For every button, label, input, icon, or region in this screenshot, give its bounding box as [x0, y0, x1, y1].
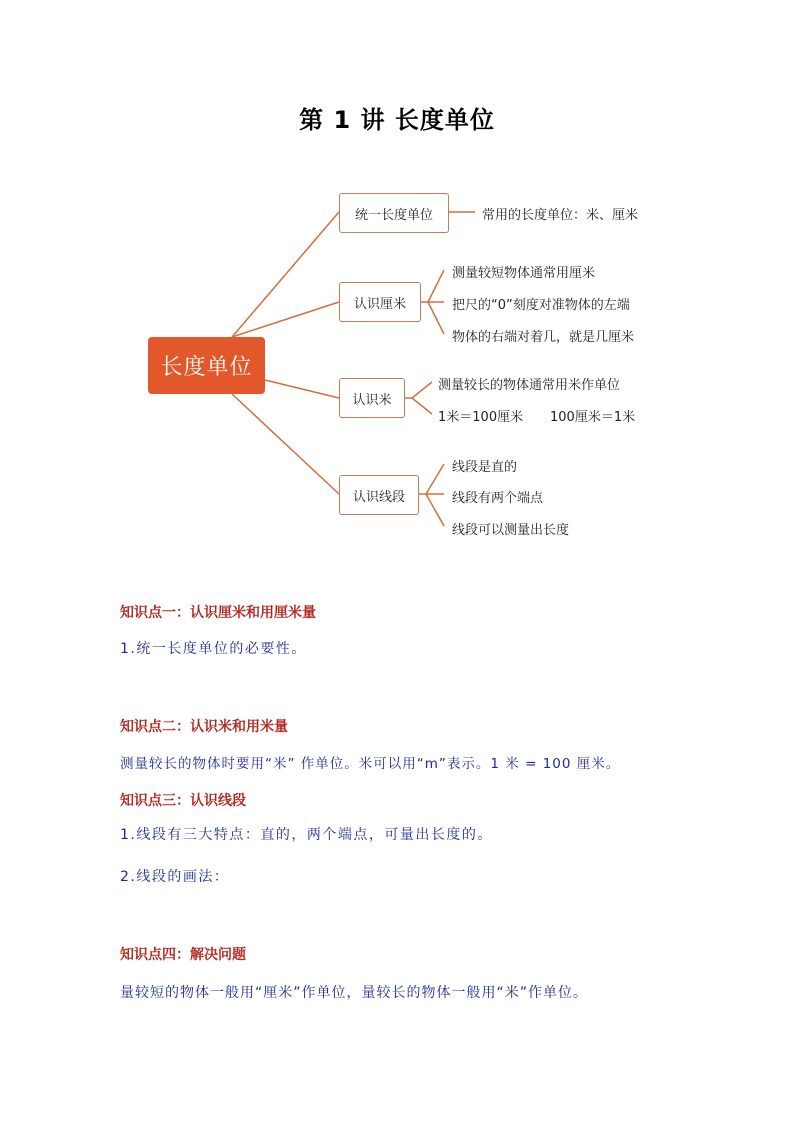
- section-body-line: 2.线段的画法：: [120, 869, 230, 885]
- connector-root-branch-4: [232, 394, 339, 494]
- connector-root-branch-2: [232, 302, 339, 337]
- connector-branch-4-leaf-1: [426, 464, 444, 494]
- mindmap-leaf: 1米＝100厘米: [438, 410, 524, 425]
- connector-branch-2-leaf-3: [428, 302, 444, 334]
- mindmap-leaf: 线段可以测量出长度: [452, 523, 570, 538]
- section-body-line: 量较短的物体一般用“厘米”作单位，量较长的物体一般用“米”作单位。: [120, 985, 589, 1001]
- mindmap-leaf: 100厘米＝1米: [550, 410, 636, 425]
- connector-branch-3-leaf-2: [412, 398, 432, 414]
- mindmap-leaf: 常用的长度单位：米、厘米: [482, 208, 639, 223]
- mindmap-branch-2: 认识厘米: [339, 282, 421, 322]
- mindmap-leaf: 测量较长的物体通常用米作单位: [438, 378, 621, 393]
- mindmap-leaf: 线段是直的: [452, 460, 518, 475]
- mindmap-root-node: 长度单位: [148, 337, 265, 394]
- connector-branch-2-leaf-1: [428, 270, 444, 302]
- connector-root-branch-3: [265, 380, 339, 398]
- section-title: 知识点二：认识米和用米量: [120, 719, 288, 735]
- connector-root-branch-1: [232, 212, 339, 337]
- page-title: 第 1 讲 长度单位: [299, 106, 495, 134]
- section-title: 知识点一：认识厘米和用厘米量: [120, 605, 316, 621]
- mindmap-branch-3: 认识米: [339, 378, 405, 418]
- mindmap-leaf: 把尺的“0”刻度对准物体的左端: [452, 298, 630, 313]
- mindmap-leaf: 物体的右端对着几，就是几厘米: [452, 330, 635, 345]
- section-title: 知识点四：解决问题: [120, 947, 246, 963]
- mindmap-leaf: 线段有两个端点: [452, 491, 544, 506]
- connector-branch-3-leaf-1: [412, 382, 432, 398]
- section-body-line: 测量较长的物体时要用“米” 作单位。米可以用“m”表示。1 米 = 100 厘米。: [120, 756, 621, 772]
- connector-branch-4-leaf-3: [426, 494, 444, 526]
- mindmap-branch-4: 认识线段: [339, 475, 419, 515]
- section-body-line: 1.统一长度单位的必要性。: [120, 641, 307, 657]
- section-body-line: 1.线段有三大特点：直的，两个端点，可量出长度的。: [120, 827, 493, 843]
- section-title: 知识点三：认识线段: [120, 793, 246, 809]
- mindmap-leaf: 测量较短物体通常用厘米: [452, 266, 596, 281]
- mindmap-branch-1: 统一长度单位: [339, 193, 449, 233]
